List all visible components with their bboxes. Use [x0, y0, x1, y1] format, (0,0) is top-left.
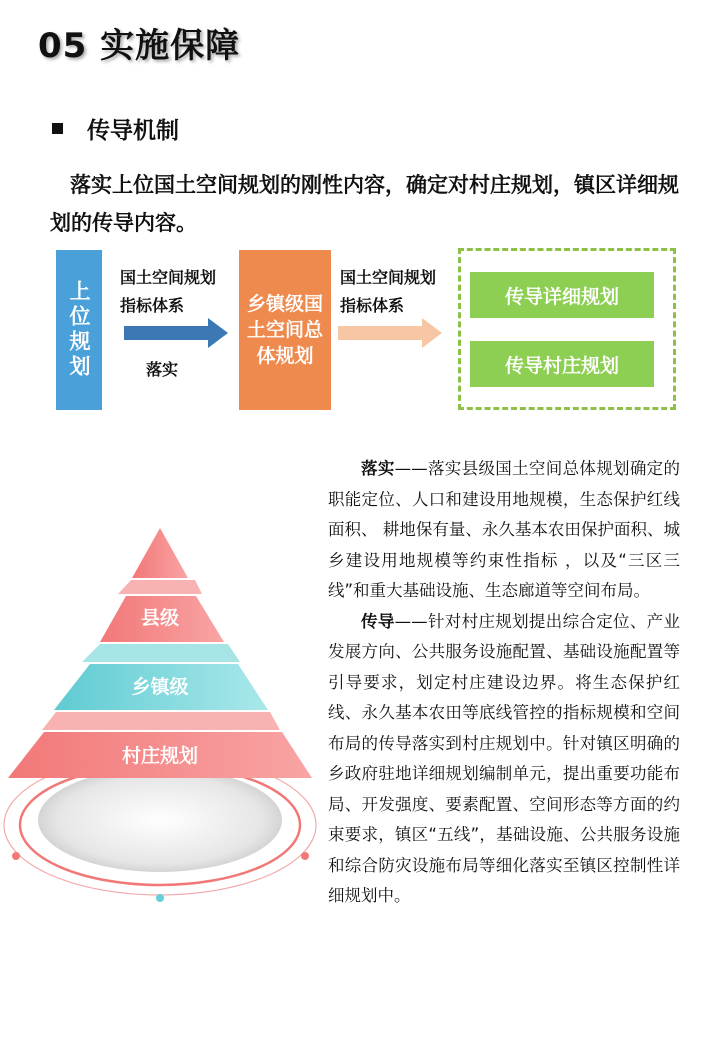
arrow-right-icon [124, 318, 228, 348]
tier-shadow-2 [82, 644, 240, 662]
term-implement: 落实 [361, 459, 395, 478]
term-transmit: 传导 [361, 611, 395, 631]
paragraph-transmit [328, 607, 680, 912]
arrow2-top-label: 国土空间规划指标体系 [340, 268, 437, 315]
ring-dot-bottom [156, 894, 164, 902]
page-title: 05 实施保障 [38, 26, 241, 66]
tier-label-township: 乡镇级 [131, 676, 189, 698]
arrow-right-light-icon [338, 318, 442, 348]
planning-pyramid [0, 520, 330, 910]
square-bullet-icon [52, 123, 63, 134]
tier-shadow-3 [42, 712, 280, 730]
paragraph-implement [328, 454, 680, 607]
tier-label-county: 县级 [140, 607, 180, 629]
township-plan-box: 乡镇级国土空间总体规划 [239, 250, 331, 410]
tier-label-village: 村庄规划 [121, 745, 199, 767]
paragraph-transmit-text: ——针对村庄规划提出综合定位、产业发展方向、公共服务设施配置、基础设施配置等引导要求，划定村庄建设边界。将生态保护红线、永久基本农田等底线管控的指标规模和空间布局的传导落实到村庄规划中。针对镇区明确的乡政府驻地详细规划编制单元，提出重要功能布局、开发强度、要素配置、空间形态等方面的约束要求，镇区“五线”，基础设施、公共服务设施和综合防灾设施布局等细化落实至镇区控制性详细规划中。 [328, 611, 681, 905]
body-text [328, 454, 680, 912]
section-heading-text: 传导机制 [87, 118, 179, 144]
ring-dot-right [301, 852, 309, 860]
tier-shadow-1 [118, 580, 202, 594]
paragraph-implement-text: ——落实县级国土空间总体规划确定的职能定位、人口和建设用地规模，生态保护红线面积、 耕地保有量、永久基本农田保护面积、城乡建设用地规模等约束性指标 ，以及“三区三线”和重大基础设施、生态廊道等空间布局。 [328, 459, 681, 600]
intro-paragraph: 落实上位国土空间规划的刚性内容，确定对村庄规划，镇区详细规划的传导内容。 [50, 173, 679, 235]
target-village-plan: 传导村庄规划 [470, 341, 654, 387]
base-bowl [38, 768, 282, 872]
section-heading [52, 112, 179, 145]
ring-dot-left [12, 852, 20, 860]
pyramid-apex [132, 528, 188, 578]
arrow1-bottom-label: 落实 [146, 360, 179, 379]
upper-plan-box: 上位规划 [56, 250, 102, 410]
target-detailed-plan: 传导详细规划 [470, 272, 654, 318]
arrow1-top-label: 国土空间规划指标体系 [120, 268, 217, 315]
